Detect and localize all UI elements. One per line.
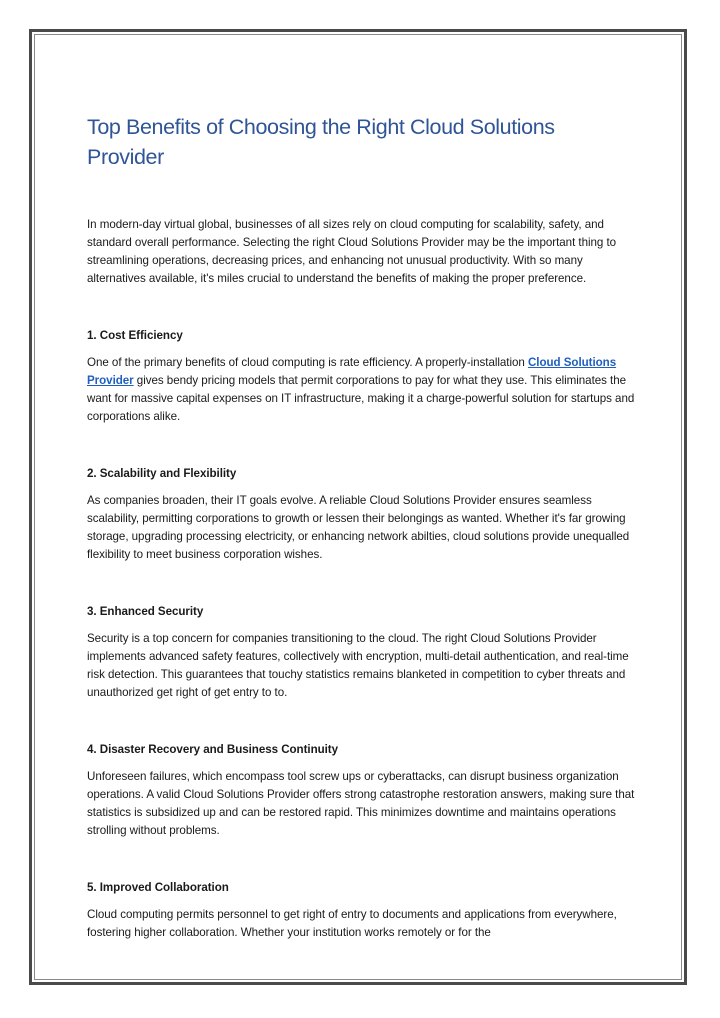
section-body-disaster-recovery: Unforeseen failures, which encompass tool screw ups or cyberattacks, can disrupt business organization operations. A valid Cloud Solutions Provider offers strong catastrophe restoration answers, making sure that statistics is subsidized up and can be restored rapid. This minimizes downtime and maintains operations strolling without problems. (87, 770, 635, 837)
section-heading-scalability: 2. Scalability and Flexibility (87, 467, 237, 480)
intro-paragraph: In modern-day virtual global, businesses of all sizes rely on cloud computing for scalability, safety, and standard overall performance. Selecting the right Cloud Solutions Provider may be the important thing to streamlining operations, decreasing prices, and enhancing not unusual productivity. With so many alternatives available, it's miles crucial to understand the benefits of making the proper preference. (87, 218, 617, 285)
section-heading-disaster-recovery: 4. Disaster Recovery and Business Continuity (87, 743, 339, 756)
cloud-solutions-provider-link[interactable]: Cloud Solutions Provider (87, 356, 617, 387)
section-body-cost-efficiency (87, 354, 635, 426)
section-body-collaboration: Cloud computing permits personnel to get right of entry to documents and applications from everywhere, fostering higher collaboration. Whether your institution works remotely or for the (87, 908, 617, 939)
document-title: Top Benefits of Choosing the Right Cloud Solutions Provider (87, 115, 555, 169)
section-text: gives bendy pricing models that permit corporations to pay for what they use. This eliminates the want for massive capital expenses on IT infrastructure, making it a charge-powerful solution for startups and corporations alike. (87, 374, 635, 423)
section-body-scalability: As companies broaden, their IT goals evolve. A reliable Cloud Solutions Provider ensures seamless scalability, permitting corporations to growth or lessen their belongings as wanted. Whether it's far growing storage, upgrading processing electricity, or enhancing network abilties, cloud solutions provide unequalled flexibility to meet business corporation wishes. (87, 494, 630, 561)
section-text: One of the primary benefits of cloud computing is rate efficiency. A properly-installation (87, 356, 528, 369)
section-heading-cost-efficiency: 1. Cost Efficiency (87, 329, 183, 342)
section-heading-collaboration: 5. Improved Collaboration (87, 881, 229, 894)
document-body (87, 112, 635, 942)
section-body-security: Security is a top concern for companies transitioning to the cloud. The right Cloud Solutions Provider implements advanced safety features, collectively with encryption, multi-detail authentication, and real-time risk detection. This guarantees that touchy statistics remains blanketed in competition to cyber threats and unauthorized get right of get entry to to. (87, 632, 629, 699)
section-heading-security: 3. Enhanced Security (87, 605, 204, 618)
